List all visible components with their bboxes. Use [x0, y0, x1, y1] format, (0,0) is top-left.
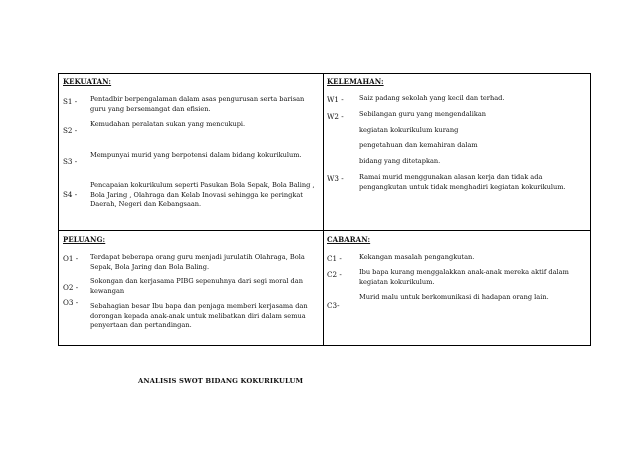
- weakness-item-w1: Saiz padang sekolah yang kecil dan terhad.: [359, 94, 505, 102]
- weakness-item-w2-line1: Sebilangan guru yang mengendalikan: [359, 110, 487, 118]
- weakness-item-w3: Ramai murid menggunakan alasan kerja dan tidak ada pengangkutan untuk tidak menghadiri kegiatan kokurikulum.: [359, 173, 566, 191]
- threat-item-c2: Ibu bapa kurang menggalakkan anak-anak mereka aktif dalam kegiatan kokurikulum.: [359, 268, 569, 286]
- opportunity-code-o3: O3 -: [63, 298, 79, 307]
- strength-code-s3: S3 -: [63, 157, 78, 166]
- threat-item-c3: Murid malu untuk berkomunikasi di hadapan orang lain.: [359, 293, 549, 301]
- weakness-item-w2-line3: pengetahuan dan kemahiran dalam: [359, 141, 478, 149]
- strengths-title: KEKUATAN:: [63, 77, 112, 86]
- strength-item-s1: Pentadbir berpengalaman dalam asas pengurusan serta barisan guru yang bersemangat dan efisien.: [90, 95, 305, 113]
- strength-code-s4: S4 -: [63, 190, 78, 199]
- opportunity-item-o2: Sokongan dan kerjasama PIBG sepenuhnya dari segi moral dan kewangan: [90, 277, 303, 295]
- column-divider: [323, 74, 324, 345]
- threat-code-c2: C2 -: [327, 270, 342, 279]
- weakness-code-w1: W1 -: [327, 95, 344, 104]
- strength-code-s1: S1 -: [63, 97, 78, 106]
- threat-code-c1: C1 -: [327, 254, 342, 263]
- opportunities-title: PELUANG:: [63, 235, 106, 244]
- opportunity-item-o1: Terdapat beberapa orang guru menjadi jurulatih Olahraga, Bola Sepak, Bola Jaring dan Bola Baling.: [90, 253, 305, 271]
- strength-code-s2: S2 -: [63, 126, 78, 135]
- weakness-code-w3: W3 -: [327, 174, 344, 183]
- weakness-item-w2-line2: kegiatan kokurikulum kurang: [359, 126, 459, 134]
- row-divider: [59, 230, 590, 231]
- opportunity-item-o3: Sebahagian besar Ibu bapa dan penjaga memberi kerjasama dan dorongan kepada anak-anak untuk melibatkan diri dalam semua penyertaan dan pertandingan.: [90, 302, 308, 329]
- threat-item-c1: Kekangan masalah pengangkutan.: [359, 253, 475, 261]
- document-caption: ANALISIS SWOT BIDANG KOKURIKULUM: [138, 377, 304, 385]
- weakness-item-w2-line4: bidang yang ditetapkan.: [359, 157, 441, 165]
- strength-item-s2: Kemudahan peralatan sukan yang mencukupi.: [90, 120, 246, 128]
- weakness-code-w2: W2 -: [327, 112, 344, 121]
- opportunity-code-o1: O1 -: [63, 254, 79, 263]
- threats-title: CABARAN:: [327, 235, 371, 244]
- strength-item-s4: Pencapaian kokurikulum seperti Pasukan Bola Sepak, Bola Baling , Bola Jaring , Olahraga dan Kelab Inovasi sehingga ke peringkat Daerah, Negeri dan Kebangsaan.: [90, 181, 315, 208]
- weaknesses-title: KELEMAHAN:: [327, 77, 384, 86]
- swot-table: [58, 73, 591, 346]
- threat-code-c3: C3-: [327, 301, 340, 310]
- opportunity-code-o2: O2 -: [63, 283, 79, 292]
- strength-item-s3: Mempunyai murid yang berpotensi dalam bidang kokurikulum.: [90, 151, 302, 159]
